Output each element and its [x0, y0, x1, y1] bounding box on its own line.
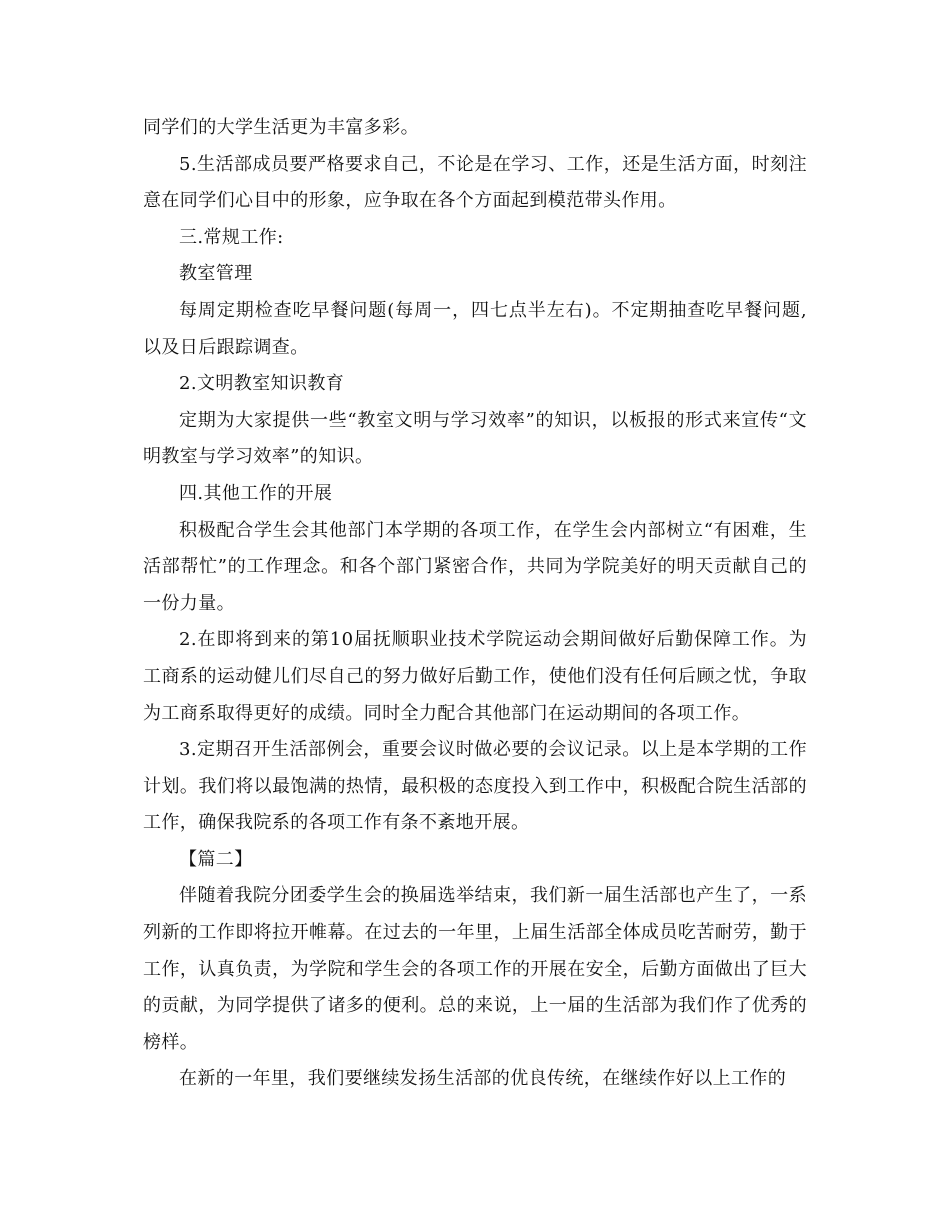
paragraph-1: 同学们的大学生活更为丰富多彩。	[143, 117, 419, 138]
section-heading-routine-work: 三.常规工作:	[179, 226, 284, 248]
paragraph-new-year: 在新的一年里，我们要继续发扬生活部的优良传统，在继续作好以上工作的	[179, 1068, 787, 1090]
document-page	[143, 110, 807, 1098]
section-heading-other-work: 四.其他工作的开展	[179, 482, 333, 504]
paragraph-cooperation: 积极配合学生会其他部门本学期的各项工作，在学生会内部树立“有困难，生活部帮忙”的工作理念。和各个部门紧密合作，共同为学院美好的明天贡献自己的一份力量。	[143, 519, 807, 614]
paragraph-regular-meeting: 3.定期召开生活部例会，重要会议时做必要的会议记录。以上是本学期的工作计划。我们将以最饱满的热情，最积极的态度投入到工作中，积极配合院生活部的工作，确保我院系的各项工作有条不紊地开展。	[143, 739, 807, 834]
subheading-classroom-management: 教室管理	[179, 263, 253, 285]
paragraph-new-term: 伴随着我院分团委学生会的换届选举结束，我们新一届生活部也产生了，一系列新的工作即将拉开帷幕。在过去的一年里，上届生活部全体成员吃苦耐劳，勤于工作，认真负责，为学院和学生会的各项工作的开展在安全，后勤方面做出了巨大的贡献，为同学提供了诸多的便利。总的来说，上一届的生活部为我们作了优秀的榜样。	[143, 885, 807, 1053]
paragraph-civilized-classroom: 定期为大家提供一些“教室文明与学习效率”的知识，以板报的形式来宣传“文明教室与学习效率”的知识。	[143, 409, 807, 468]
paragraph-breakfast-check: 每周定期检查吃早餐问题(每周一，四七点半左右)。不定期抽查吃早餐问题,以及日后跟踪调查。	[143, 299, 807, 358]
subheading-civilized-classroom: 2.文明教室知识教育	[179, 373, 345, 395]
section-heading-part-two: 【篇二】	[179, 848, 253, 870]
paragraph-sports-meet: 2.在即将到来的第10届抚顺职业技术学院运动会期间做好后勤保障工作。为工商系的运动健儿们尽自己的努力做好后勤工作，使他们没有任何后顾之忧，争取为工商系取得更好的成绩。同时全力配合其他部门在运动期间的各项工作。	[143, 629, 807, 724]
paragraph-2: 5.生活部成员要严格要求自己，不论是在学习、工作，还是生活方面，时刻注意在同学们心目中的形象，应争取在各个方面起到模范带头作用。	[143, 153, 807, 212]
